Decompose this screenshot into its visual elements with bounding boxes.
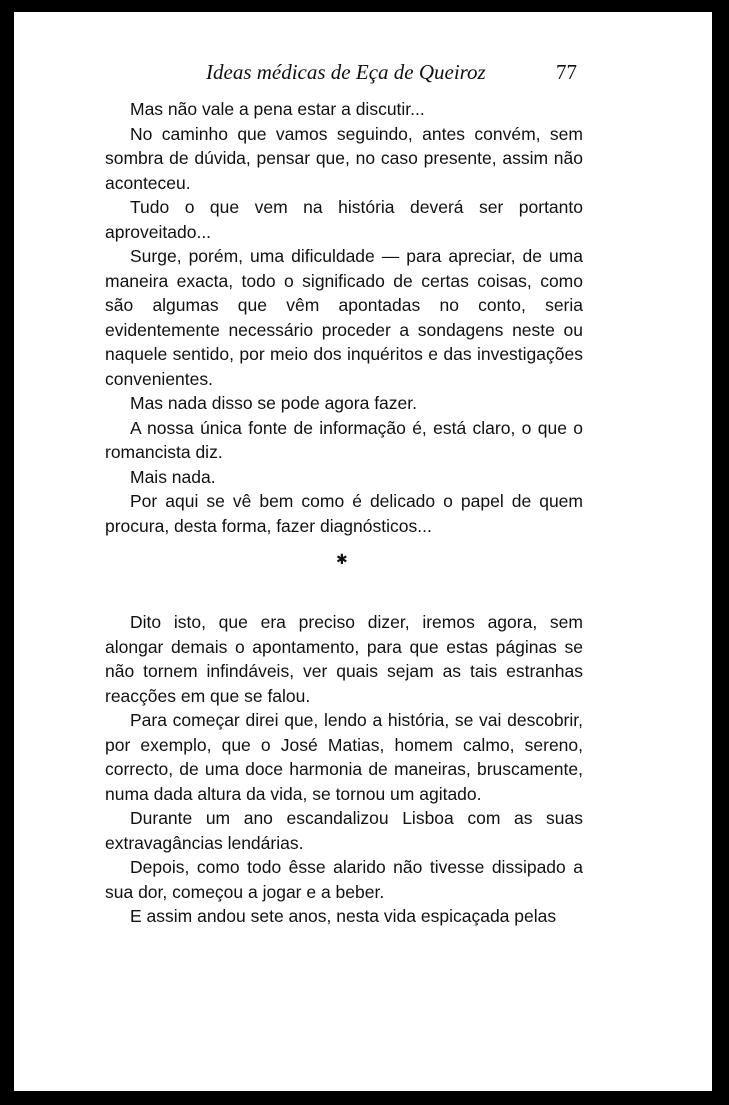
paragraph: Mas não vale a pena estar a discutir... bbox=[130, 99, 425, 119]
page-number: 77 bbox=[556, 60, 577, 84]
paragraph: Mas nada disso se pode agora fazer. bbox=[130, 393, 417, 413]
page-header bbox=[14, 60, 712, 90]
paragraph: Mais nada. bbox=[130, 466, 216, 487]
body-text-section-2 bbox=[105, 610, 583, 929]
book-page bbox=[14, 12, 712, 1091]
paragraph: Tudo o que vem na história deverá ser portanto aproveitado... bbox=[105, 197, 583, 242]
paragraph: Durante um ano escandalizou Lisboa com as suas extravagâncias lendárias. bbox=[105, 808, 583, 853]
body-text-section-1 bbox=[105, 97, 583, 538]
paragraph: Depois, como todo êsse alarido não tivesse dissipado a sua dor, começou a jogar e a beber. bbox=[105, 857, 583, 902]
paragraph: Dito isto, que era preciso dizer, iremos agora, sem alongar demais o apontamento, para que estas páginas se não tornem infindáveis, ver quais sejam as tais estranhas reacções em que se falou. bbox=[105, 612, 583, 706]
paragraph: Para começar direi que, lendo a história, se vai descobrir, por exemplo, que o José Matias, homem calmo, sereno, correcto, de uma doce harmonia de maneiras, bruscamente, numa dada altura da vida, se tornou um agitado. bbox=[105, 710, 583, 804]
paragraph: Por aqui se vê bem como é delicado o papel de quem procura, desta forma, fazer diagnósticos... bbox=[105, 491, 583, 536]
section-break-asterisk: ✱ bbox=[336, 552, 348, 568]
running-title: Ideas médicas de Eça de Queiroz bbox=[206, 60, 486, 84]
paragraph: A nossa única fonte de informação é, está claro, o que o romancista diz. bbox=[105, 417, 583, 462]
paragraph: Surge, porém, uma dificuldade — para apreciar, de uma maneira exacta, todo o significado de certas coisas, como são algumas que vêm apontadas no conto, seria evidentemente necessário proceder a sondagens neste ou naquele sentido, por meio dos inquéritos e das investigações convenientes. bbox=[105, 246, 583, 389]
paragraph: No caminho que vamos seguindo, antes convém, sem sombra de dúvida, pensar que, no caso presente, assim não aconteceu. bbox=[105, 123, 583, 193]
paragraph: E assim andou sete anos, nesta vida espicaçada pelas bbox=[130, 906, 557, 926]
